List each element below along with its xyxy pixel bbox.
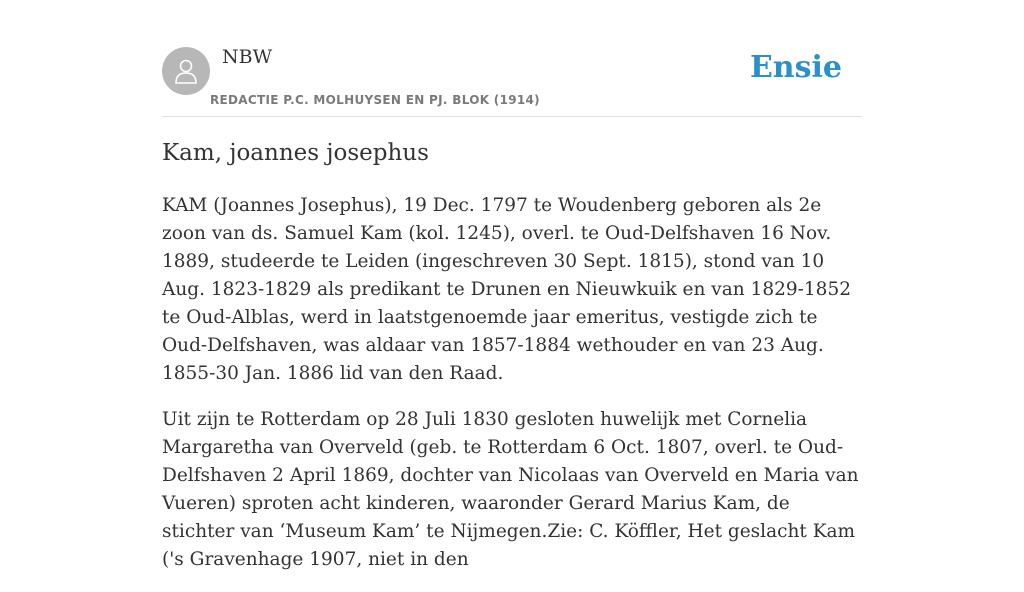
article-title: Kam, joannes josephus (162, 140, 429, 166)
article-paragraph: KAM (Joannes Josephus), 19 Dec. 1797 te Woudenberg geboren als 2e zoon van ds. Samuel Kam (kol. 1245), overl. te Oud-Delfshaven 16 Nov. 1889, studeerde te Leiden (ingeschreven 30 Sept. 1815), stond van 10 Aug. 1823-1829 als predikant te Drunen en Nieuwkuik en van 1829-1852 te Oud-Alblas, werd in laatstgenoemde jaar emeritus, vestigde zich te Oud-Delfshaven, was aldaar van 1857-1884 wethouder en van 23 Aug. 1855-30 Jan. 1886 lid van den Raad. (162, 195, 851, 384)
page (162, 0, 862, 570)
header (162, 0, 862, 117)
site-logo[interactable]: Ensie (749, 50, 842, 85)
article-body (162, 192, 862, 592)
avatar[interactable] (162, 47, 210, 95)
author-name[interactable]: NBW (222, 46, 273, 68)
article-paragraph: Uit zijn te Rotterdam op 28 Juli 1830 gesloten huwelijk met Cornelia Margaretha van Overveld (geb. te Rotterdam 6 Oct. 1807, overl. te Oud-Delfshaven 2 April 1869, dochter van Nicolaas van Overveld en Maria van Vueren) sproten acht kinderen, waaronder Gerard Marius Kam, de stichter van ‘Museum Kam’ te Nijmegen.Zie: C. Köffler, Het geslacht Kam ('s Gravenhage 1907, niet in den (162, 409, 859, 570)
author-subtitle: REDACTIE P.C. MOLHUYSEN EN PJ. BLOK (1914) (210, 93, 540, 107)
user-icon (172, 57, 200, 85)
